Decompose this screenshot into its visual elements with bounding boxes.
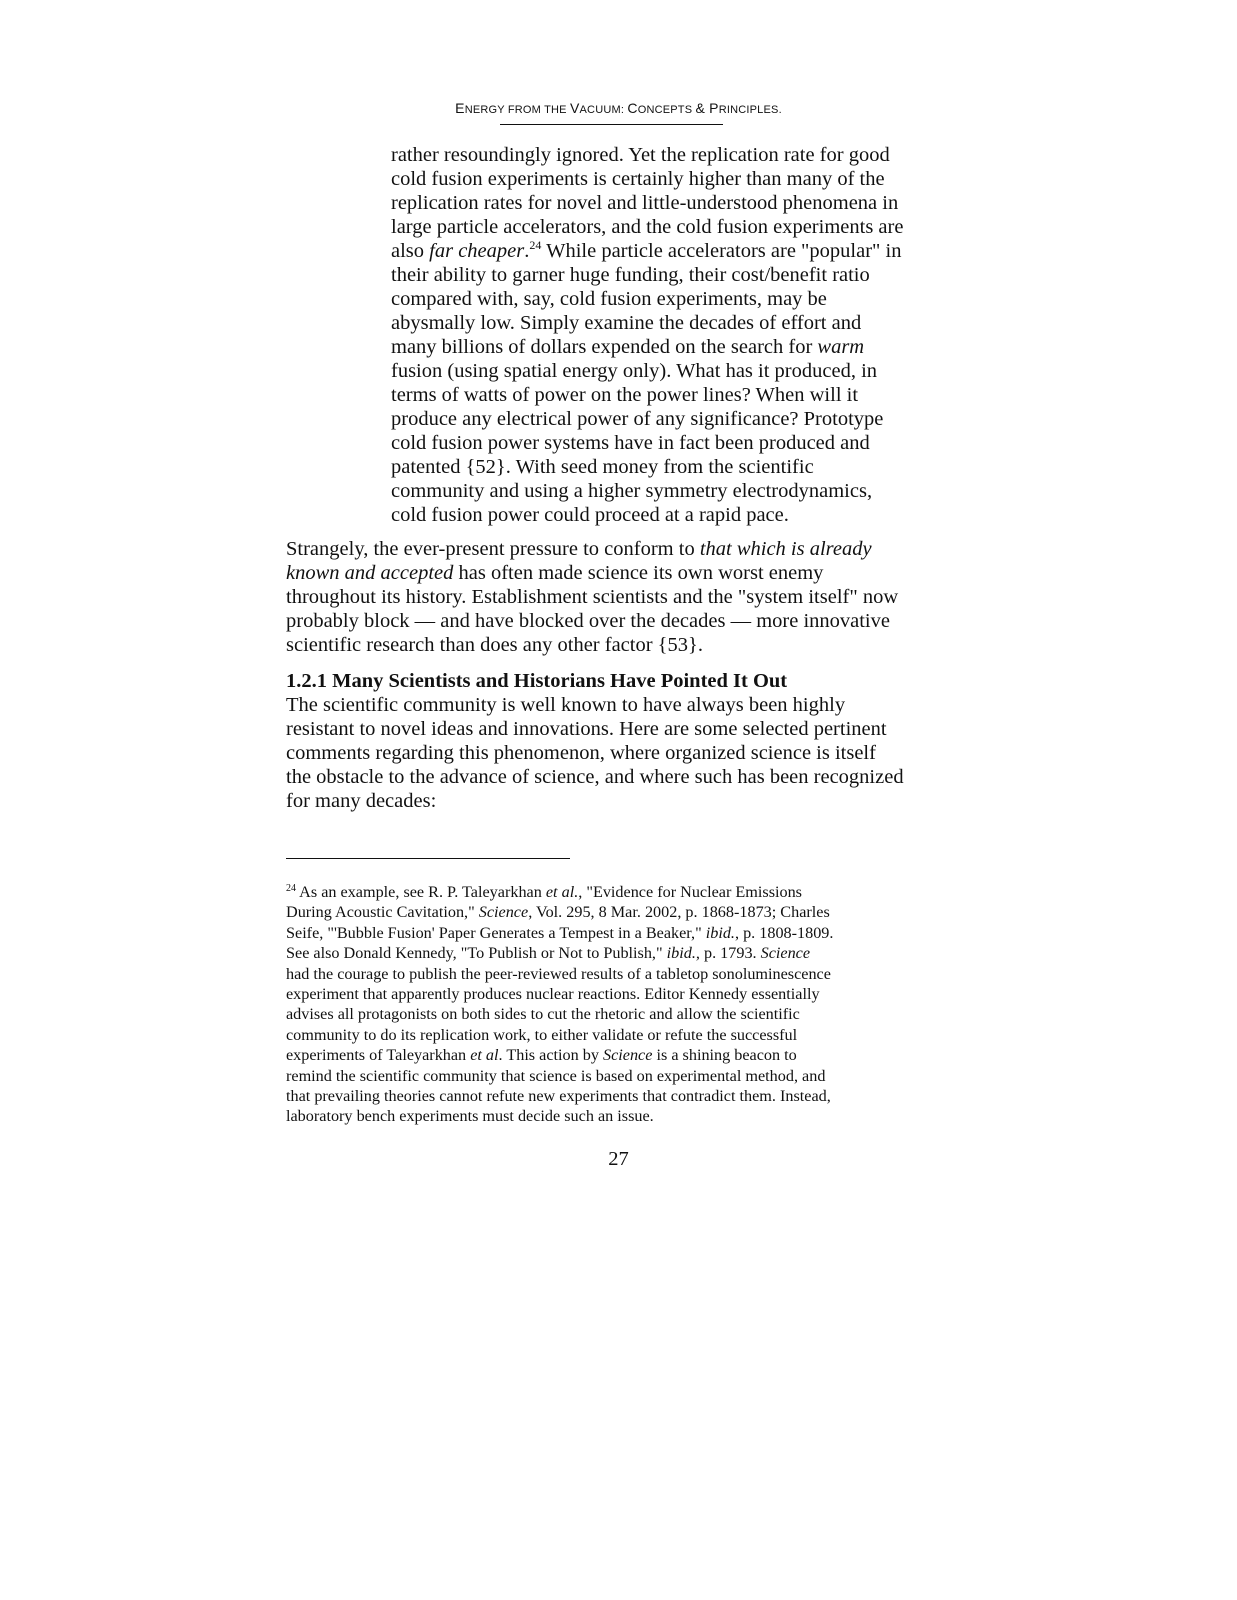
- text-run: cold fusion experiments is certainly higher than many of the: [391, 168, 885, 190]
- header-part: ONCEPTS: [637, 104, 696, 116]
- italic-run: et al.: [545, 883, 579, 901]
- paragraph-line: comments regarding this phenomenon, where organized science is itself: [286, 742, 876, 764]
- text-run: had the courage to publish the peer-reviewed results of a tabletop sonoluminescence: [286, 964, 831, 983]
- italic-run: far cheaper: [429, 240, 525, 262]
- text-run: cold fusion power could proceed at a rapid pace.: [391, 504, 789, 526]
- quote-line: [391, 383, 941, 407]
- section: [286, 669, 946, 813]
- header-part: E: [455, 100, 465, 116]
- footnote-reference: 24: [529, 238, 542, 252]
- italic-run: warm: [817, 336, 865, 358]
- quote-line: [391, 215, 941, 239]
- header-part: C: [627, 100, 638, 116]
- text-run: large particle accelerators, and the cold fusion experiments are: [391, 216, 904, 238]
- quote-block: [391, 143, 941, 527]
- text-run: fusion (using spatial energy only). What has it produced, in: [391, 360, 878, 382]
- header-part: RINCIPLES.: [718, 104, 782, 116]
- footnote-line: [286, 1106, 946, 1126]
- header-part: NERGY FROM THE: [464, 104, 570, 116]
- italic-run: that which is already: [699, 538, 872, 560]
- footnote-line: [286, 943, 946, 963]
- quote-line: [391, 335, 941, 359]
- italic-run: ibid.: [705, 923, 735, 942]
- footnote-line: [286, 923, 946, 943]
- quote-line: [391, 359, 941, 383]
- text-run: also: [391, 240, 430, 262]
- quote-line: [391, 455, 941, 479]
- paragraph-line: [286, 633, 946, 657]
- footnote-line: [286, 902, 946, 922]
- footnote-rule: [286, 858, 570, 859]
- quote-line: [391, 143, 941, 167]
- footnote-line: [286, 984, 946, 1004]
- footnote-line: [286, 1025, 946, 1045]
- text-run: community and using a higher symmetry electrodynamics,: [391, 480, 873, 502]
- paragraph-line: [286, 609, 946, 633]
- quote-line: [391, 287, 941, 311]
- page-number: 27: [608, 1148, 629, 1170]
- text-run: remind the scientific community that science is based on experimental method, and: [286, 1066, 826, 1085]
- quote-line: [391, 503, 941, 527]
- text-run: produce any electrical power of any significance? Prototype: [391, 408, 884, 430]
- footnote-number: 24: [286, 883, 296, 894]
- text-run: p. 1793.: [699, 944, 761, 963]
- text-run: As an example, see R. P. Taleyarkhan: [296, 883, 546, 901]
- text-run: During Acoustic Cavitation,": [286, 903, 479, 922]
- paragraph-line: resistant to novel ideas and innovations. Here are some selected pertinent: [286, 718, 887, 740]
- footnote-line: [286, 1066, 946, 1086]
- italic-run: known and accepted: [286, 562, 454, 584]
- footnote-line: [286, 882, 946, 902]
- paragraph-line: [286, 537, 946, 561]
- quote-line: [391, 311, 941, 335]
- quote-line: [391, 167, 941, 191]
- italic-run: Science: [603, 1046, 653, 1065]
- footnote: [286, 882, 946, 1127]
- paragraph-line: [286, 561, 946, 585]
- italic-run: Science: [760, 944, 811, 963]
- paragraph: [286, 537, 946, 657]
- quote-line: [391, 239, 941, 263]
- text-run: terms of watts of power on the power lines? When will it: [391, 384, 859, 406]
- paragraph-line: the obstacle to the advance of science, and where such has been recognized: [286, 766, 904, 788]
- quote-line: [391, 263, 941, 287]
- text-run: their ability to garner huge funding, their cost/benefit ratio: [391, 264, 870, 286]
- text-run: scientific research than does any other factor {53}.: [286, 634, 703, 656]
- text-run: has often made science its own worst enemy: [453, 562, 824, 584]
- text-run: . This action by: [498, 1046, 603, 1065]
- text-run: community to do its replication work, to either validate or refute the successful: [286, 1025, 798, 1044]
- text-run: experiment that apparently produces nuclear reactions. Editor Kennedy essentially: [286, 985, 820, 1004]
- paragraph-line: [286, 585, 946, 609]
- paragraph-line: for many decades:: [286, 790, 437, 812]
- text-run: experiments of Taleyarkhan: [286, 1046, 471, 1065]
- text-run: , p. 1808-1809.: [734, 923, 834, 942]
- text-run: Strangely, the ever-present pressure to conform to: [286, 538, 700, 560]
- running-header: [0, 100, 1237, 116]
- footnote-line: [286, 1086, 946, 1106]
- paragraph-line: The scientific community is well known to have always been highly: [286, 694, 846, 716]
- text-run: , "Evidence for Nuclear Emissions: [578, 883, 802, 901]
- text-run: See also Donald Kennedy, "To Publish or Not to Publish,": [286, 944, 667, 963]
- text-run: is a shining beacon to: [652, 1046, 797, 1065]
- italic-run: et al: [470, 1046, 499, 1065]
- text-run: While particle accelerators are "popular" in: [541, 240, 902, 262]
- footnote-line: [286, 964, 946, 984]
- quote-line: [391, 191, 941, 215]
- text-run: replication rates for novel and little-understood phenomena in: [391, 192, 899, 214]
- footnote-line: [286, 1045, 946, 1065]
- text-run: probably block — and have blocked over the decades — more innovative: [286, 610, 890, 632]
- italic-run: ibid.,: [666, 944, 700, 963]
- section-heading: 1.2.1 Many Scientists and Historians Have Pointed It Out: [286, 670, 788, 692]
- italic-run: Science: [478, 903, 529, 922]
- text-run: that prevailing theories cannot refute new experiments that contradict them. Instead,: [286, 1087, 831, 1106]
- text-run: .: [524, 240, 530, 262]
- text-run: laboratory bench experiments must decide such an issue.: [286, 1107, 654, 1126]
- header-part: ACUUM:: [579, 104, 628, 116]
- text-run: cold fusion power systems have in fact been produced and: [391, 432, 870, 454]
- text-run: , Vol. 295, 8 Mar. 2002, p. 1868-1873; Charles: [528, 903, 830, 922]
- text-run: Seife, "'Bubble Fusion' Paper Generates a Tempest in a Beaker,": [286, 923, 706, 942]
- header-part: V: [569, 100, 580, 116]
- quote-line: [391, 431, 941, 455]
- text-run: throughout its history. Establishment scientists and the "system itself" now: [286, 586, 899, 608]
- header-rule: [500, 124, 723, 125]
- text-run: advises all protagonists on both sides to cut the rhetoric and allow the scientific: [286, 1005, 800, 1024]
- text-run: many billions of dollars expended on the search for: [391, 336, 818, 358]
- text-run: rather resoundingly ignored. Yet the replication rate for good: [391, 144, 890, 166]
- text-run: patented {52}. With seed money from the scientific: [391, 456, 814, 478]
- text-run: compared with, say, cold fusion experiments, may be: [391, 288, 827, 310]
- text-run: abysmally low. Simply examine the decades of effort and: [391, 312, 862, 334]
- quote-line: [391, 479, 941, 503]
- quote-line: [391, 407, 941, 431]
- header-part: & P: [695, 100, 719, 116]
- footnote-line: [286, 1004, 946, 1024]
